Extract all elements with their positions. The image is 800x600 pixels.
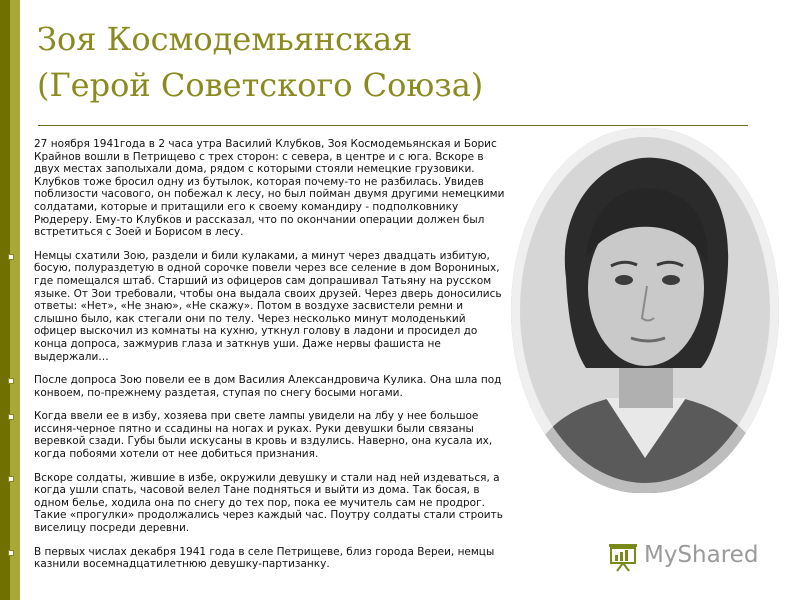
watermark-text: MyShared [644,542,759,568]
slide-title-line-1: Зоя Космодемьянская [37,20,413,58]
paragraph-1-text: 27 ноября 1941года в 2 часа утра Василий Клубков, Зоя Космодемьянская и Борис Крайнов вошли в Петрищево с трех сторон: с севера, в центре и с юга. Вскоре в двух местах заполыхали дома, рядом с которыми стояли немецкие грузовики. Клубков тоже бросил одну из бутылок, которая почему-то не разбилась. Увидев поблизости часового, он побежал к лесу, но был пойман двумя другими немецкими солдатами, которые и притащили его к своему командиру - подполковнику Рюдереру. Ему-то Клубков и рассказал, что по окончании операции должен был встретиться с Зоей и Борисом в лесу. [34,138,505,239]
paragraph-3-text: После допроса Зою повели ее в дом Василия Александровича Кулика. Она шла под конвоем, по-прежнему раздетая, ступая по снегу босыми ногами. [34,374,502,399]
portrait-drawing [511,128,779,493]
title-underline-divider [38,125,748,126]
hollow-square-bullet-icon [8,378,14,384]
slide-title [37,16,597,108]
paragraph-3 [8,374,508,399]
paragraph-4 [8,410,508,460]
presentation-board-icon [606,542,640,572]
paragraph-4-text: Когда ввели ее в избу, хозяева при свете лампы увидели на лбу у нее большое иссиня-черное пятно и ссадины на ногах и руках. Руки девушки были связаны веревкой сзади. Губы были искусаны в кровь и вздулись. Наверно, она кусала их, когда побоями хотели от нее добиться признания. [34,410,493,461]
slide-body-text [8,138,508,582]
hollow-square-bullet-icon [8,254,14,260]
portrait-photo [511,128,779,493]
hollow-square-bullet-icon [8,476,14,482]
paragraph-6-text: В первых числах декабря 1941 года в селе Петрищеве, близ города Вереи, немцы казнили восемнадцатилетнюю девушку-партизанку. [34,545,495,571]
paragraph-2-text: Немцы схатили Зою, раздели и били кулаками, а минут через двадцать избитую, босую, полураздетую в одной сорочке повели через все селение в дом Ворониных, где помещался штаб. Старший из офицеров сам допрашивал Татьяну на русском языке. От Зои требовали, чтобы она выдала своих друзей. Через дверь доносились ответы: «Нет», «Не знаю», «Не скажу». Потом в воздухе засвистели ремни и слышно было, как стегали они по телу. Через несколько минут молоденький офицер выскочил из комнаты на кухню, уткнул голову в ладони и просидел до конца допроса, зажмурив глаза и заткнув уши. Даже нервы фашиста не выдержали… [34,249,502,363]
slide-title-line-2: (Герой Советского Союза) [37,66,484,104]
paragraph-1 [8,138,508,239]
myshared-watermark [606,538,776,578]
hollow-square-bullet-icon [8,550,14,556]
paragraph-6 [8,546,508,571]
paragraph-2 [8,250,508,363]
paragraph-5 [8,472,508,535]
hollow-square-bullet-icon [8,414,14,420]
paragraph-5-text: Вскоре солдаты, жившие в избе, окружили девушку и стали над ней издеваться, а когда ушли спать, часовой велел Тане подняться и выйти из дома. Так босая, в одном белье, ходила она по снегу до тех пор, пока ее мучитель сам не продрог. Такие «прогулки» продолжались через каждый час. Поутру солдаты стали строить виселицу посреди деревни. [34,471,503,535]
